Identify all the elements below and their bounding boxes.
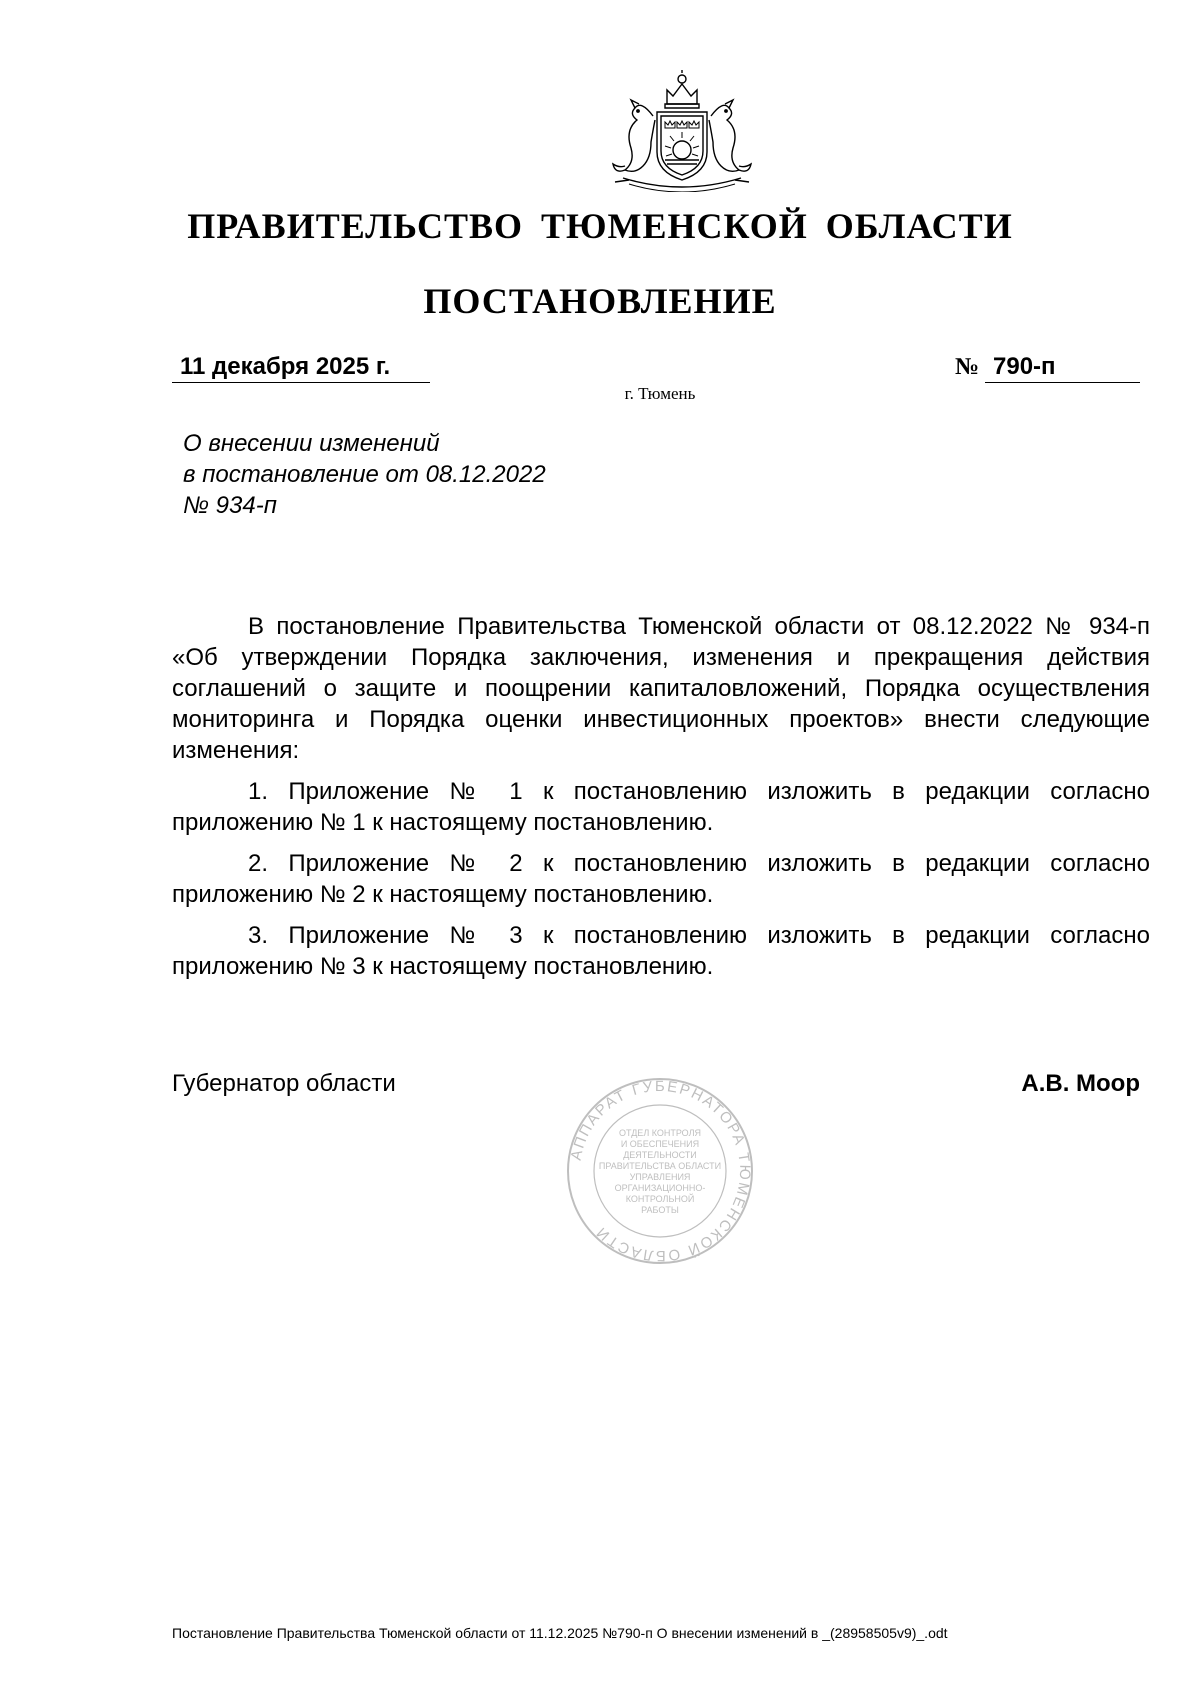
seal-inner-line: РАБОТЫ bbox=[641, 1205, 679, 1215]
seal-inner-line: ОТДЕЛ КОНТРОЛЯ bbox=[619, 1128, 701, 1138]
subject-line: № 934-п bbox=[183, 492, 277, 519]
seal-inner-line: И ОБЕСПЕЧЕНИЯ bbox=[620, 1139, 700, 1149]
signatory-name: А.В. Моор bbox=[1021, 1070, 1140, 1097]
body-paragraph-item-3: 3. Приложение № 3 к постановлению изложить в редакции согласно приложению № 3 к настоящему постановлению. bbox=[172, 922, 1150, 980]
document-type-title: ПОСТАНОВЛЕНИЕ bbox=[423, 281, 777, 321]
document-number-block bbox=[955, 352, 1140, 384]
body-paragraph-item-1: 1. Приложение № 1 к постановлению изложить в редакции согласно приложению № 1 к настоящему постановлению. bbox=[172, 778, 1150, 836]
subject-line: О внесении изменений bbox=[183, 430, 440, 457]
number-sign: № bbox=[955, 354, 980, 380]
document-body bbox=[172, 611, 1150, 992]
official-seal-stamp bbox=[565, 1076, 755, 1266]
seal-inner-line: УПРАВЛЕНИЯ bbox=[629, 1172, 691, 1182]
document-subject bbox=[183, 428, 703, 521]
document-footer: Постановление Правительства Тюменской области от 11.12.2025 №790-п О внесении изменений в _(28958505v9)_.odt bbox=[172, 1625, 948, 1641]
signatory-position: Губернатор области bbox=[172, 1070, 396, 1097]
document-date: 11 декабря 2025 г. bbox=[172, 352, 430, 383]
document-number: 790-п bbox=[985, 352, 1140, 383]
seal-inner-line: ОРГАНИЗАЦИОННО- bbox=[614, 1183, 706, 1193]
seal-outer-text: АППАРАТ ГУБЕРНАТОРА ТЮМЕНСКОЙ ОБЛАСТИ bbox=[567, 1077, 754, 1265]
body-paragraph-intro: В постановление Правительства Тюменской области от 08.12.2022 № 934-п «Об утверждении Порядка заключения, изменения и прекращения действия соглашений о защите и поощрении капиталовложений, Порядка осуществления мониторинга и Порядка оценки инвестиционных проектов» внести следующие изменения: bbox=[172, 613, 1150, 764]
coat-of-arms-icon bbox=[595, 70, 770, 192]
seal-inner-line: КОНТРОЛЬНОЙ bbox=[625, 1194, 695, 1204]
subject-line: в постановление от 08.12.2022 bbox=[183, 461, 546, 488]
seal-inner-line: ДЕЯТЕЛЬНОСТИ bbox=[623, 1150, 697, 1160]
body-paragraph-item-2: 2. Приложение № 2 к постановлению изложить в редакции согласно приложению № 2 к настоящему постановлению. bbox=[172, 850, 1150, 908]
signature-block bbox=[172, 1070, 1140, 1102]
seal-inner-line: ПРАВИТЕЛЬСТВА ОБЛАСТИ bbox=[598, 1161, 722, 1171]
document-city: г. Тюмень bbox=[624, 384, 696, 403]
government-title: ПРАВИТЕЛЬСТВО ТЮМЕНСКОЙ ОБЛАСТИ bbox=[187, 206, 1013, 246]
